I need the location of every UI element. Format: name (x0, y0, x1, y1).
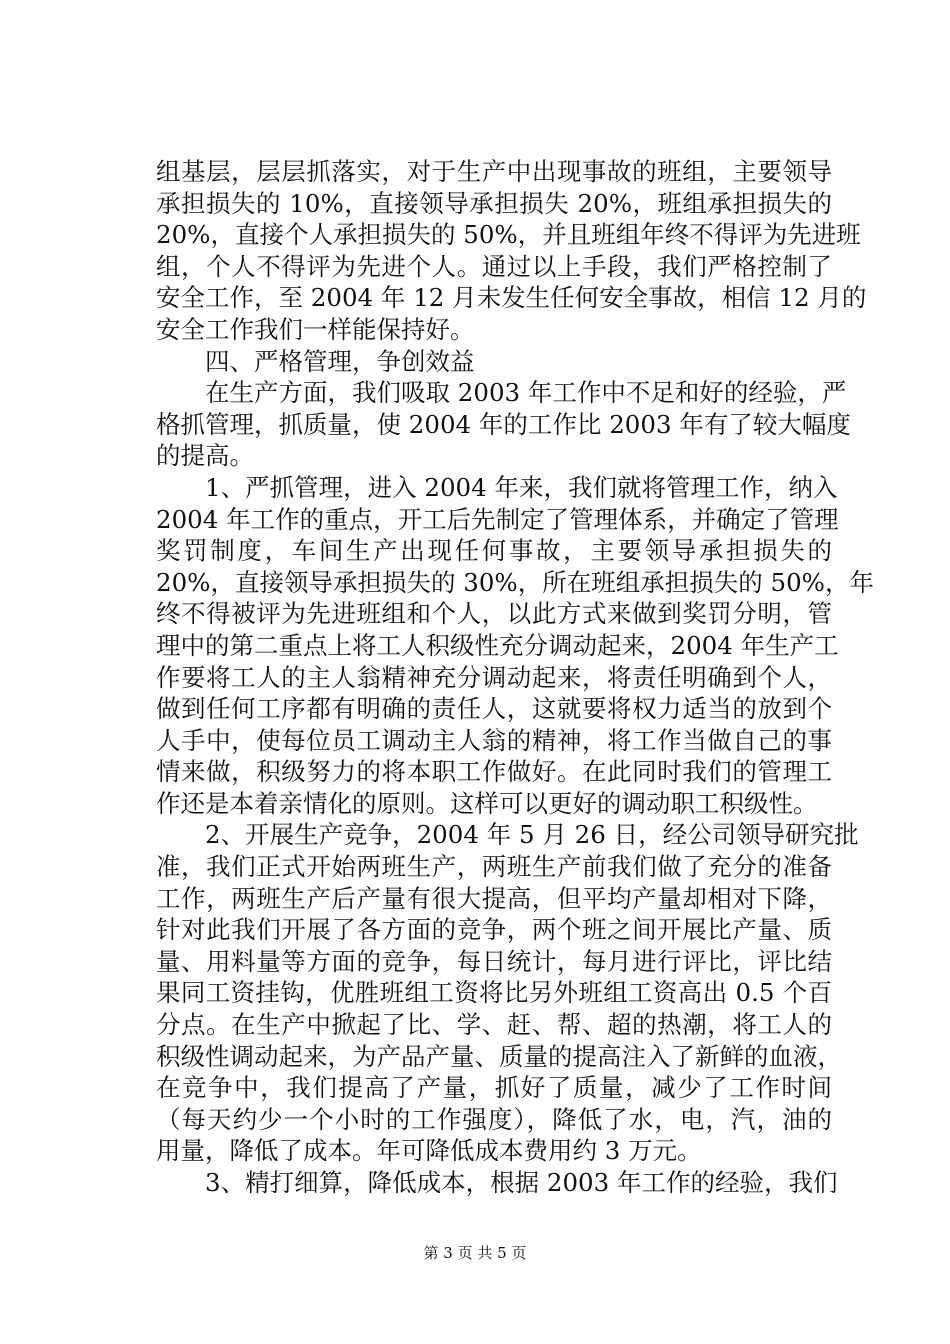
text-line: 分点。在生产中掀起了比、学、赶、帮、超的热潮，将工人的 (156, 1010, 832, 1040)
text-line: 理中的第二重点上将工人积级性充分调动起来，2004 年生产工 (156, 630, 839, 660)
text-line: 情来做，积级努力的将本职工作做好。在此同时我们的管理工 (156, 757, 832, 787)
text-line: 用量，降低了成本。年可降低成本费用约 3 万元。 (156, 1136, 702, 1166)
text-line: 安全工作我们一样能保持好。 (156, 314, 475, 344)
text-line: （每天约少一个小时的工作强度），降低了水，电，汽，油的 (156, 1104, 832, 1134)
text-line: 工作，两班生产后产量有很大提高，但平均产量却相对下降， (156, 883, 832, 913)
text-line: 准，我们正式开始两班生产，两班生产前我们做了充分的准备 (156, 852, 832, 882)
text-line: 2004 年工作的重点，开工后先制定了管理体系，并确定了管理 (156, 504, 839, 534)
text-line: 组基层，层层抓落实，对于生产中出现事故的班组，主要领导 (156, 157, 832, 186)
document-body (156, 156, 874, 1199)
text-line: 在竞争中，我们提高了产量，抓好了质量，减少了工作时间 (156, 1073, 832, 1103)
text-line: 奖罚制度，车间生产出现任何事故，主要领导承担损失的 (156, 536, 832, 566)
text-line: 积级性调动起来，为产品产量、质量的提高注入了新鲜的血液， (156, 1041, 842, 1071)
text-line: 作还是本着亲情化的原则。这样可以更好的调动职工积级性。 (156, 788, 818, 818)
text-line: 量、用料量等方面的竞争，每日统计，每月进行评比，评比结 (156, 946, 832, 976)
text-line: 安全工作，至 2004 年 12 月未发生任何安全事故，相信 12 月的 (156, 283, 867, 313)
text-line: 格抓管理，抓质量，使 2004 年的工作比 2003 年有了较大幅度 (156, 409, 851, 439)
text-line: 果同工资挂钩，优胜班组工资将比另外班组工资高出 0.5 个百 (156, 978, 832, 1008)
text-line: 做到任何工序都有明确的责任人，这就要将权力适当的放到个 (156, 694, 832, 724)
text-line: 组，个人不得评为先进个人。通过以上手段，我们严格控制了 (156, 251, 832, 281)
text-line: 承担损失的 10%，直接领导承担损失 20%，班组承担损失的 (156, 188, 832, 218)
text-line: 的提高。 (156, 441, 254, 471)
text-line: 人手中，使每位员工调动主人翁的精神，将工作当做自己的事 (156, 725, 832, 755)
text-line: 作要将工人的主人翁精神充分调动起来，将责任明确到个人， (156, 662, 832, 692)
text-line: 3、精打细算，降低成本，根据 2003 年工作的经验，我们 (205, 1168, 838, 1197)
section-heading: 四、严格管理，争创效益 (205, 346, 475, 376)
text-line: 20%，直接个人承担损失的 50%，并且班组年终不得评为先进班 (156, 220, 861, 250)
text-line: 在生产方面，我们吸取 2003 年工作中不足和好的经验，严 (205, 378, 847, 408)
text-line: 2、开展生产竞争，2004 年 5 月 26 日，经公司领导研究批 (205, 820, 859, 850)
text-line: 终不得被评为先进班组和个人，以此方式来做到奖罚分明，管 (156, 599, 832, 629)
text-line: 1、严抓管理，进入 2004 年来，我们就将管理工作，纳入 (205, 472, 838, 502)
page-number-footer: 第 3 页 共 5 页 (423, 1244, 527, 1262)
text-line: 针对此我们开展了各方面的竞争，两个班之间开展比产量、质 (156, 915, 832, 945)
text-line: 20%，直接领导承担损失的 30%，所在班组承担损失的 50%，年 (156, 567, 874, 597)
